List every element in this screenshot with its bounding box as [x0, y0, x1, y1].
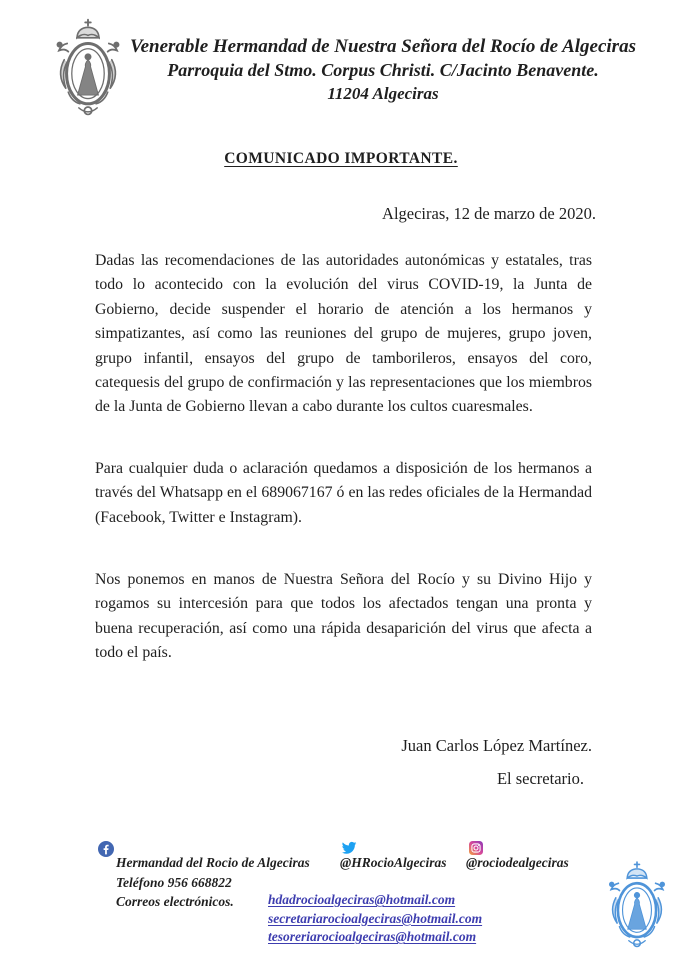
paragraph-prayer: Nos ponemos en manos de Nuestra Señora del Rocío y su Divino Hijo y rogamos su intercesión para que todos los afectados tengan una pronta y buena recuperación, así como una rápida desaparición del virus que afecta a todo el país. — [95, 571, 592, 662]
postal-city: 11204 Algeciras — [327, 83, 439, 103]
email-list — [268, 891, 482, 946]
parish-address: Parroquia del Stmo. Corpus Christi. C/Jacinto Benavente. — [167, 60, 599, 81]
organization-name: Venerable Hermandad de Nuestra Señora del Rocío de Algeciras — [130, 36, 636, 57]
phone-number: Teléfono 956 668822 — [116, 875, 232, 890]
twitter-icon — [341, 840, 357, 856]
email-link-tesoreria[interactable]: tesoreriarocioalgeciras@hotmail.com — [268, 929, 477, 944]
instagram-handle: @rociodealgeciras — [466, 855, 569, 870]
email-link-hermandad[interactable]: hdadrocioalgeciras@hotmail.com — [268, 892, 456, 907]
hermandad-crest-icon — [52, 18, 124, 120]
letter-footer — [0, 835, 682, 960]
document-title: COMUNICADO IMPORTANTE. — [224, 150, 458, 167]
signature-block — [0, 736, 682, 789]
facebook-page-name: Hermandad del Rocio de Algeciras — [116, 855, 310, 870]
emails-label: Correos electrónicos. — [116, 894, 234, 909]
twitter-handle: @HRocioAlgeciras — [340, 855, 447, 870]
instagram-icon — [469, 841, 483, 855]
paragraph-suspension: Dadas las recomendaciones de las autoridades autonómicas y estatales, tras todo lo acontecido con la evolución del virus COVID-19, la Junta de Gobierno, decide suspender el horario de atención a los hermanos y simpatizantes, así como las reuniones del grupo de mujeres, grupo joven, grupo infantil, ensayos del grupo de tamborileros, ensayos del coro, catequesis del grupo de confirmación y las representaciones que los miembros de la Junta de Gobierno llevan a cabo durante los cultos cuaresmales. — [95, 252, 592, 416]
facebook-icon — [98, 841, 114, 857]
paragraph-contact: Para cualquier duda o aclaración quedamos a disposición de los hermanos a través del Whatsapp en el 689067167 ó en las redes oficiales de la Hermandad (Facebook, Twitter e Instagram). — [95, 459, 592, 526]
email-link-secretaria[interactable]: secretariarocioalgeciras@hotmail.com — [268, 910, 483, 926]
letterhead-text — [124, 18, 642, 105]
signature-name: Juan Carlos López Martínez. — [401, 735, 592, 755]
letter-body — [0, 249, 682, 666]
hermandad-crest-blue-icon — [606, 859, 668, 957]
dateline: Algeciras, 12 de marzo de 2020. — [382, 204, 596, 223]
signature-role: El secretario. — [496, 768, 584, 788]
letterhead — [0, 0, 682, 120]
